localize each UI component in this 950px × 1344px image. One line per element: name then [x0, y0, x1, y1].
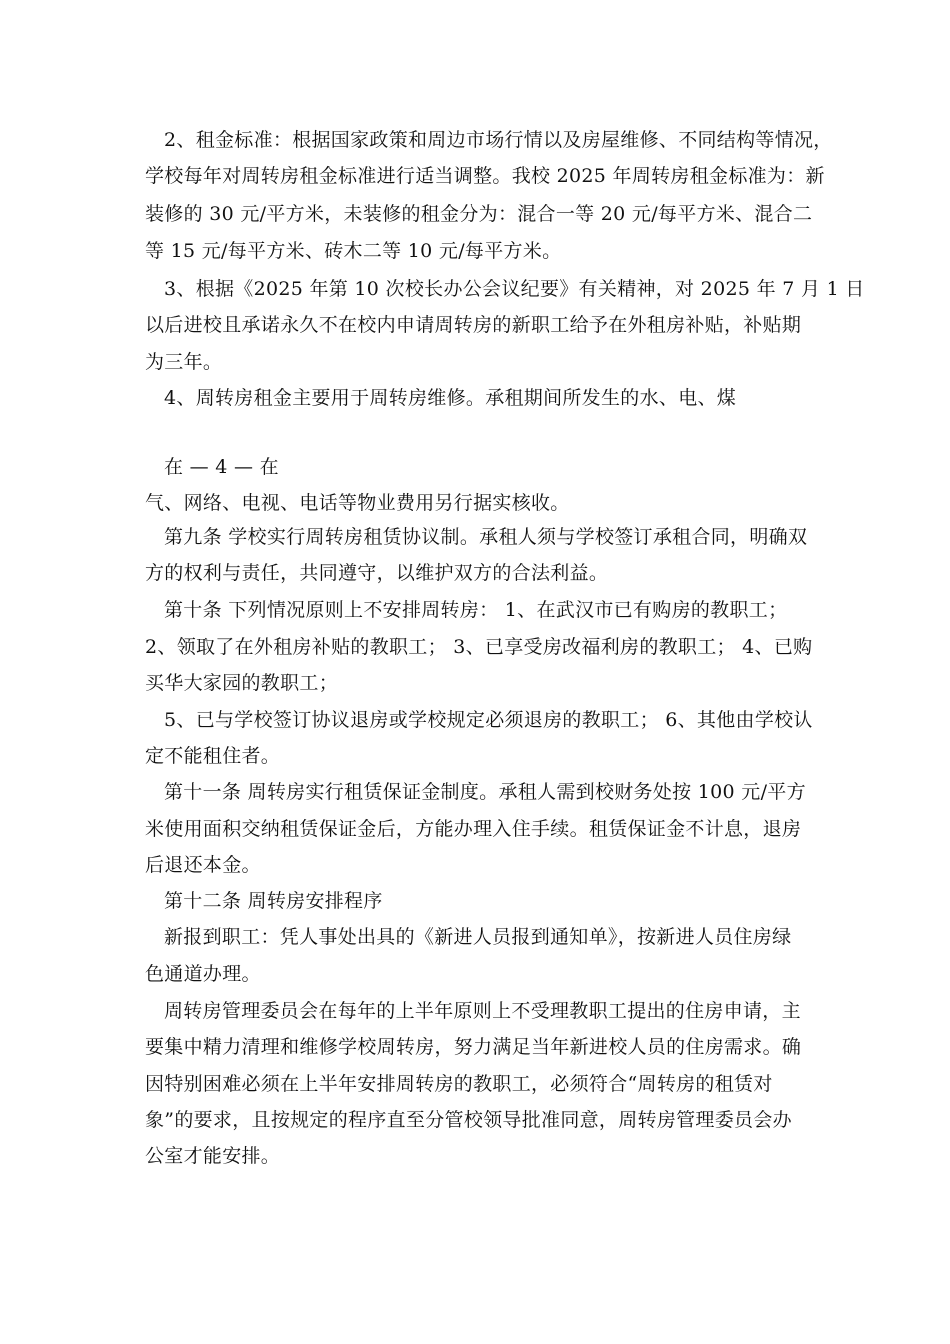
- text-line: 5、已与学校签订协议退房或学校规定必须退房的教职工； 6、其他由学校认: [164, 709, 813, 731]
- text-line: 新报到职工：凭人事处出具的《新进人员报到通知单》，按新进人员住房绿: [164, 926, 792, 948]
- text-line: 第十条 下列情况原则上不安排周转房： 1、在武汉市已有购房的教职工；: [164, 599, 788, 621]
- text-line: 装修的 30 元/平方米，未装修的租金分为：混合一等 20 元/每平方米、混合二: [145, 203, 813, 225]
- text-line: 买华大家园的教职工；: [145, 672, 339, 694]
- text-line: 象”的要求，且按规定的程序直至分管校领导批准同意，周转房管理委员会办: [145, 1109, 792, 1131]
- text-line: 后退还本金。: [145, 854, 261, 876]
- text-line: 3、根据《2025 年第 10 次校长办公会议纪要》有关精神，对 2025 年 7 月 1 日: [164, 278, 865, 300]
- text-line: 4、周转房租金主要用于周转房维修。承租期间所发生的水、电、煤: [164, 387, 737, 409]
- text-line: 第九条 学校实行周转房租赁协议制。承租人须与学校签订承租合同，明确双: [164, 526, 808, 548]
- text-line: 为三年。: [145, 351, 223, 373]
- text-line: 2、领取了在外租房补贴的教职工； 3、已享受房改福利房的教职工； 4、已购: [145, 636, 813, 658]
- text-line: 方的权利与责任，共同遵守，以维护双方的合法利益。: [145, 562, 609, 584]
- text-line: 定不能租住者。: [145, 745, 281, 767]
- text-line: 气、网络、电视、电话等物业费用另行据实核收。: [145, 492, 570, 514]
- page-number: 在 — 4 — 在: [164, 456, 279, 478]
- text-line: 2、租金标准：根据国家政策和周边市场行情以及房屋维修、不同结构等情况，: [164, 129, 833, 151]
- text-line: 要集中精力清理和维修学校周转房，努力满足当年新进校人员的住房需求。确: [145, 1036, 802, 1058]
- text-line: 公室才能安排。: [145, 1145, 281, 1167]
- text-line: 色通道办理。: [145, 963, 261, 985]
- text-line: 因特别困难必须在上半年安排周转房的教职工，必须符合“周转房的租赁对: [145, 1073, 773, 1095]
- text-line: 第十一条 周转房实行租赁保证金制度。承租人需到校财务处按 100 元/平方: [164, 781, 806, 803]
- text-line: 学校每年对周转房租金标准进行适当调整。我校 2025 年周转房租金标准为：新: [145, 165, 825, 187]
- text-line: 周转房管理委员会在每年的上半年原则上不受理教职工提出的住房申请，主: [164, 1000, 801, 1022]
- text-line: 以后进校且承诺永久不在校内申请周转房的新职工给予在外租房补贴，补贴期: [145, 314, 802, 336]
- section-heading: 第十二条 周转房安排程序: [164, 890, 383, 912]
- text-line: 等 15 元/每平方米、砖木二等 10 元/每平方米。: [145, 240, 562, 262]
- text-line: 米使用面积交纳租赁保证金后，方能办理入住手续。租赁保证金不计息，退房: [145, 818, 802, 840]
